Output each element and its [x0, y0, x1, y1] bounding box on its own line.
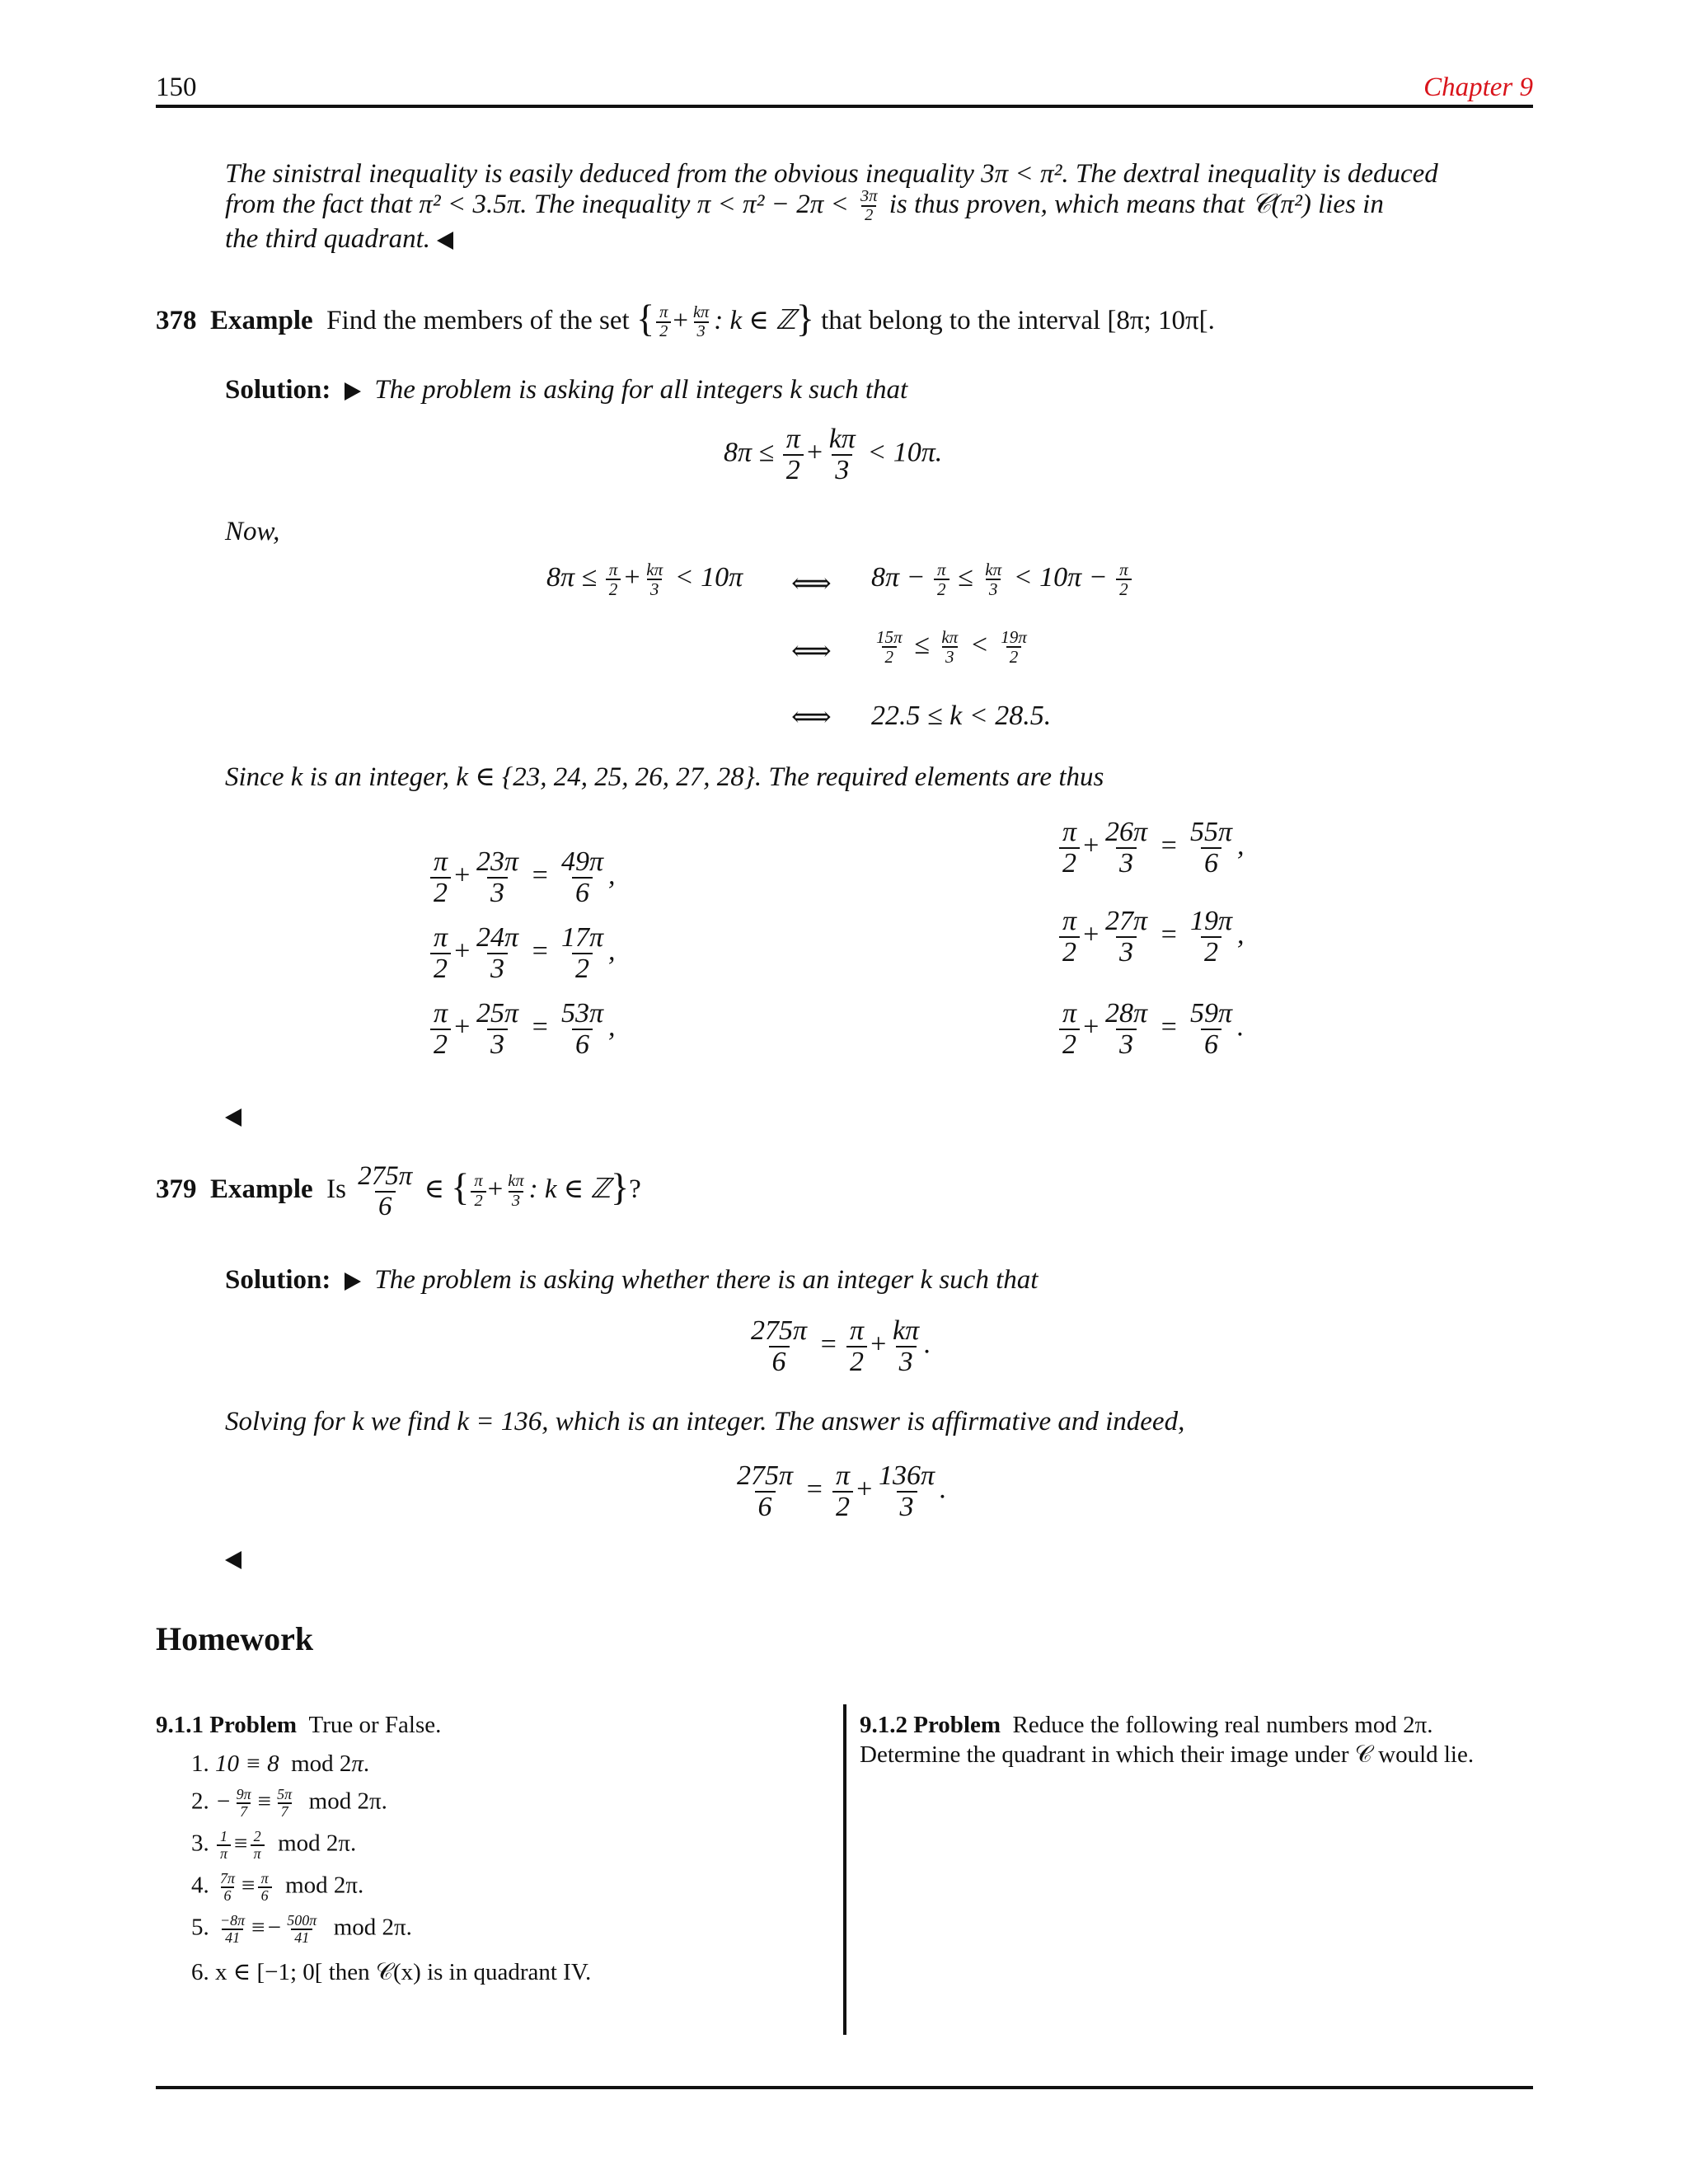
- solution-378-intro: Solution: The problem is asking for all integers k such that: [225, 375, 908, 405]
- start-solution-icon: [345, 1272, 361, 1291]
- solution-379-intro: Solution: The problem is asking whether there is an integer k such that: [225, 1265, 1039, 1295]
- chapter-title: Chapter 9: [1423, 73, 1533, 102]
- end-solution-379-icon: [225, 1551, 241, 1569]
- intro-line-1: The sinistral inequality is easily deduced from the obvious inequality 3π < π². The dextral inequality is deduced: [225, 159, 1438, 189]
- problem-9-1-1-title: 9.1.1 Problem True or False.: [156, 1712, 442, 1738]
- problem-item-2: 2. − $\frac{9\pi}{7}$ ≡ $\frac{5\pi}{7}$ mod 2π.: [191, 1786, 387, 1820]
- problem-item-3: 3. $\frac{1}{\pi}$ ≡ $\frac{2}{\pi}$ mod 2π.: [191, 1828, 357, 1862]
- display-inequality-378: 8π ≤ $\frac{\pi}{2}$ + $\frac{k\pi}{3}$ < 10π.: [724, 424, 943, 485]
- solving-line: Solving for k we find k = 136, which is an integer. The answer is affirmative and indeed,: [225, 1407, 1185, 1436]
- result-27: $\frac{\pi}{2}$ + $\frac{27\pi}{3}$ = $\frac{19\pi}{2}$ ,: [1057, 907, 1245, 967]
- display-equation-379-result: $\frac{275\pi}{6}$ = $\frac{\pi}{2}$ + $\frac{136\pi}{3}$ .: [737, 1460, 947, 1522]
- end-solution-378-icon: [225, 1108, 241, 1127]
- example-378-statement: 378 Example Find the members of the set { $\frac{\pi}{2}$ + $\frac{k\pi}{3}$ : k ∈ ℤ} that belong to the interval [8π; 10π[.: [156, 298, 1215, 341]
- equiv-line-3-rhs: 22.5 ≤ k < 28.5.: [871, 701, 1052, 731]
- problem-item-4: 4. $\frac{7\pi}{6}$ ≡ $\frac{\pi}{6}$ mod 2π.: [191, 1870, 364, 1904]
- since-line: Since k is an integer, k ∈ {23, 24, 25, 26, 27, 28}. The required elements are thus: [225, 762, 1104, 792]
- fraction: $\frac{3\pi}{2}$: [860, 187, 878, 225]
- iff-2: ⟺: [791, 636, 832, 667]
- page-number: 150: [156, 73, 197, 102]
- result-26: $\frac{\pi}{2}$ + $\frac{26\pi}{3}$ = $\frac{55\pi}{6}$ ,: [1057, 818, 1245, 878]
- result-23: $\frac{\pi}{2}$ + $\frac{23\pi}{3}$ = $\frac{49\pi}{6}$ ,: [429, 847, 616, 907]
- equiv-line-1: 8π ≤ $\frac{\pi}{2}$ + $\frac{k\pi}{3}$ < 10π: [546, 560, 743, 600]
- display-equation-379: $\frac{275\pi}{6}$ = $\frac{\pi}{2}$ + $\frac{k\pi}{3}$ .: [751, 1315, 931, 1377]
- end-proof-icon: [437, 232, 453, 250]
- equiv-line-2-rhs: $\frac{15\pi}{2}$ ≤ $\frac{k\pi}{3}$ < $\frac{19\pi}{2}$: [876, 627, 1027, 668]
- header-rule: [156, 105, 1533, 108]
- now-label: Now,: [225, 517, 280, 546]
- example-379-statement: 379 Example Is $\frac{275\pi}{6}$ ∈ { $\frac{\pi}{2}$ + $\frac{k\pi}{3}$ : k ∈ ℤ}?: [156, 1161, 641, 1221]
- homework-heading: Homework: [156, 1620, 314, 1657]
- iff-3: ⟺: [791, 702, 832, 733]
- intro-line-2: from the fact that π² < 3.5π. The inequality π < π² − 2π < $\frac{3\pi}{2}$ is thus proven, which means that 𝒞(π²) lies in: [225, 187, 1384, 225]
- iff-1: ⟺: [791, 569, 832, 599]
- result-25: $\frac{\pi}{2}$ + $\frac{25\pi}{3}$ = $\frac{53\pi}{6}$ ,: [429, 999, 616, 1059]
- result-28: $\frac{\pi}{2}$ + $\frac{28\pi}{3}$ = $\frac{59\pi}{6}$ .: [1057, 999, 1245, 1059]
- start-solution-icon: [345, 382, 361, 401]
- problem-item-6: 6. x ∈ [−1; 0[ then 𝒞(x) is in quadrant IV.: [191, 1959, 592, 1985]
- intro-line-3: the third quadrant.: [225, 224, 453, 255]
- problem-9-1-2-line2: Determine the quadrant in which their image under 𝒞 would lie.: [860, 1741, 1475, 1768]
- problem-item-5: 5. $\frac{-8\pi}{41}$ ≡− $\frac{500\pi}{41}$ mod 2π.: [191, 1912, 412, 1946]
- result-24: $\frac{\pi}{2}$ + $\frac{24\pi}{3}$ = $\frac{17\pi}{2}$ ,: [429, 923, 616, 983]
- problem-item-1: 1. 10 ≡ 8 mod 2π.: [191, 1750, 370, 1777]
- problem-9-1-2-title: 9.1.2 Problem Reduce the following real numbers mod 2π.: [860, 1712, 1433, 1738]
- footer-rule: [156, 2086, 1533, 2089]
- equiv-line-1-rhs: 8π − $\frac{\pi}{2}$ ≤ $\frac{k\pi}{3}$ < 10π − $\frac{\pi}{2}$: [871, 560, 1133, 598]
- column-divider: [843, 1704, 846, 2035]
